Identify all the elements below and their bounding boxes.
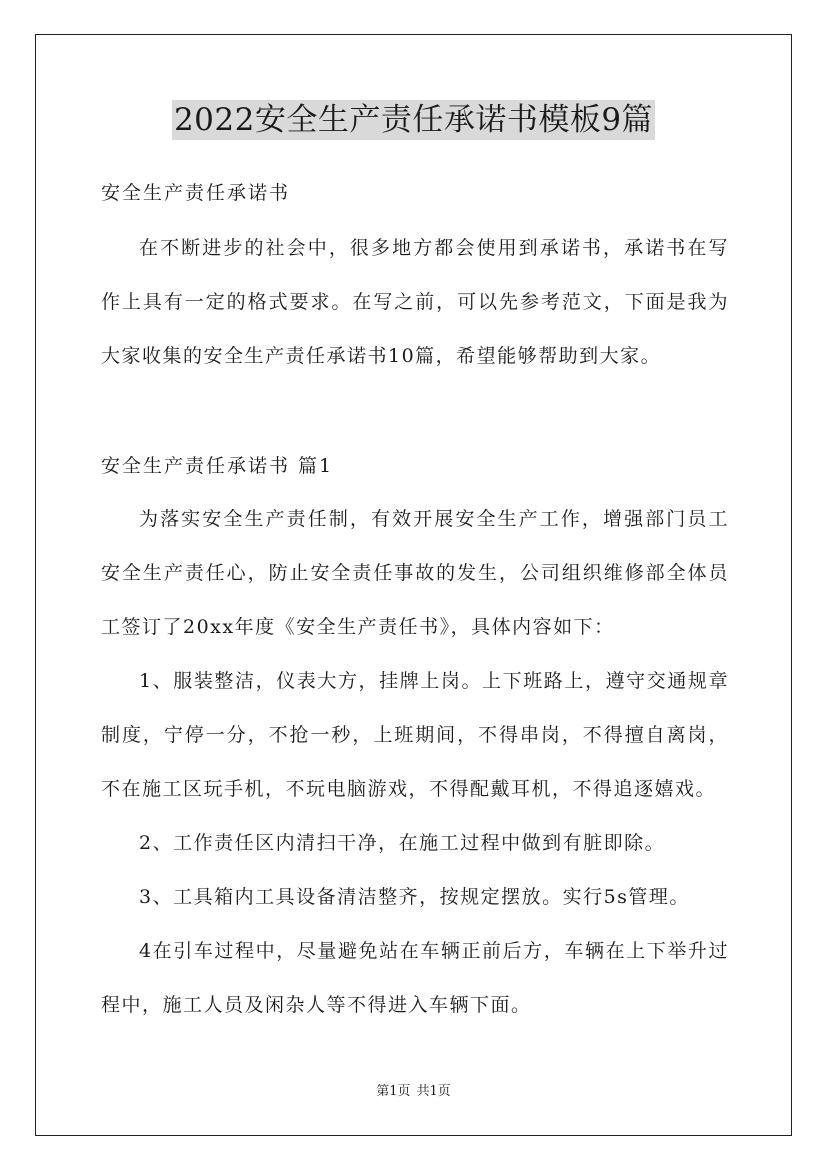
page-total: 共1页 (416, 1084, 451, 1099)
title-container (0, 100, 827, 140)
body-paragraph: 2、工作责任区内清扫干净，在施工过程中做到有脏即除。 (139, 832, 666, 854)
section-heading: 安全生产责任承诺书 篇1 (101, 455, 334, 477)
page-footer (0, 1083, 827, 1101)
body-paragraph: 为落实安全生产责任制，有效开展安全生产工作，增强部门员工安全生产责任心，防止安全责任事故的发生，公司组织维修部全体员工签订了20xx年度《安全生产责任书》，具体内容如下： (101, 508, 729, 638)
intro-paragraph: 在不断进步的社会中，很多地方都会使用到承诺书，承诺书在写作上具有一定的格式要求。在写之前，可以先参考范文，下面是我为大家收集的安全生产责任承诺书10篇，希望能够帮助到大家。 (101, 237, 729, 367)
body-paragraph: 4在引车过程中，尽量避免站在车辆正前后方，车辆在上下举升过程中，施工人员及闲杂人等不得进入车辆下面。 (101, 940, 729, 1016)
intro-heading: 安全生产责任承诺书 (101, 182, 291, 204)
body-paragraph: 1、服装整洁，仪表大方，挂牌上岗。上下班路上，遵守交通规章制度，宁停一分，不抢一秒，上班期间，不得串岗，不得擅自离岗，不在施工区玩手机，不玩电脑游戏，不得配戴耳机，不得追逐嬉戏。 (101, 670, 729, 800)
page-number: 第1页 (376, 1084, 411, 1099)
document-title: 2022安全生产责任承诺书模板9篇 (173, 102, 654, 138)
body-paragraph: 3、工具箱内工具设备清洁整齐，按规定摆放。实行5s管理。 (139, 886, 690, 908)
